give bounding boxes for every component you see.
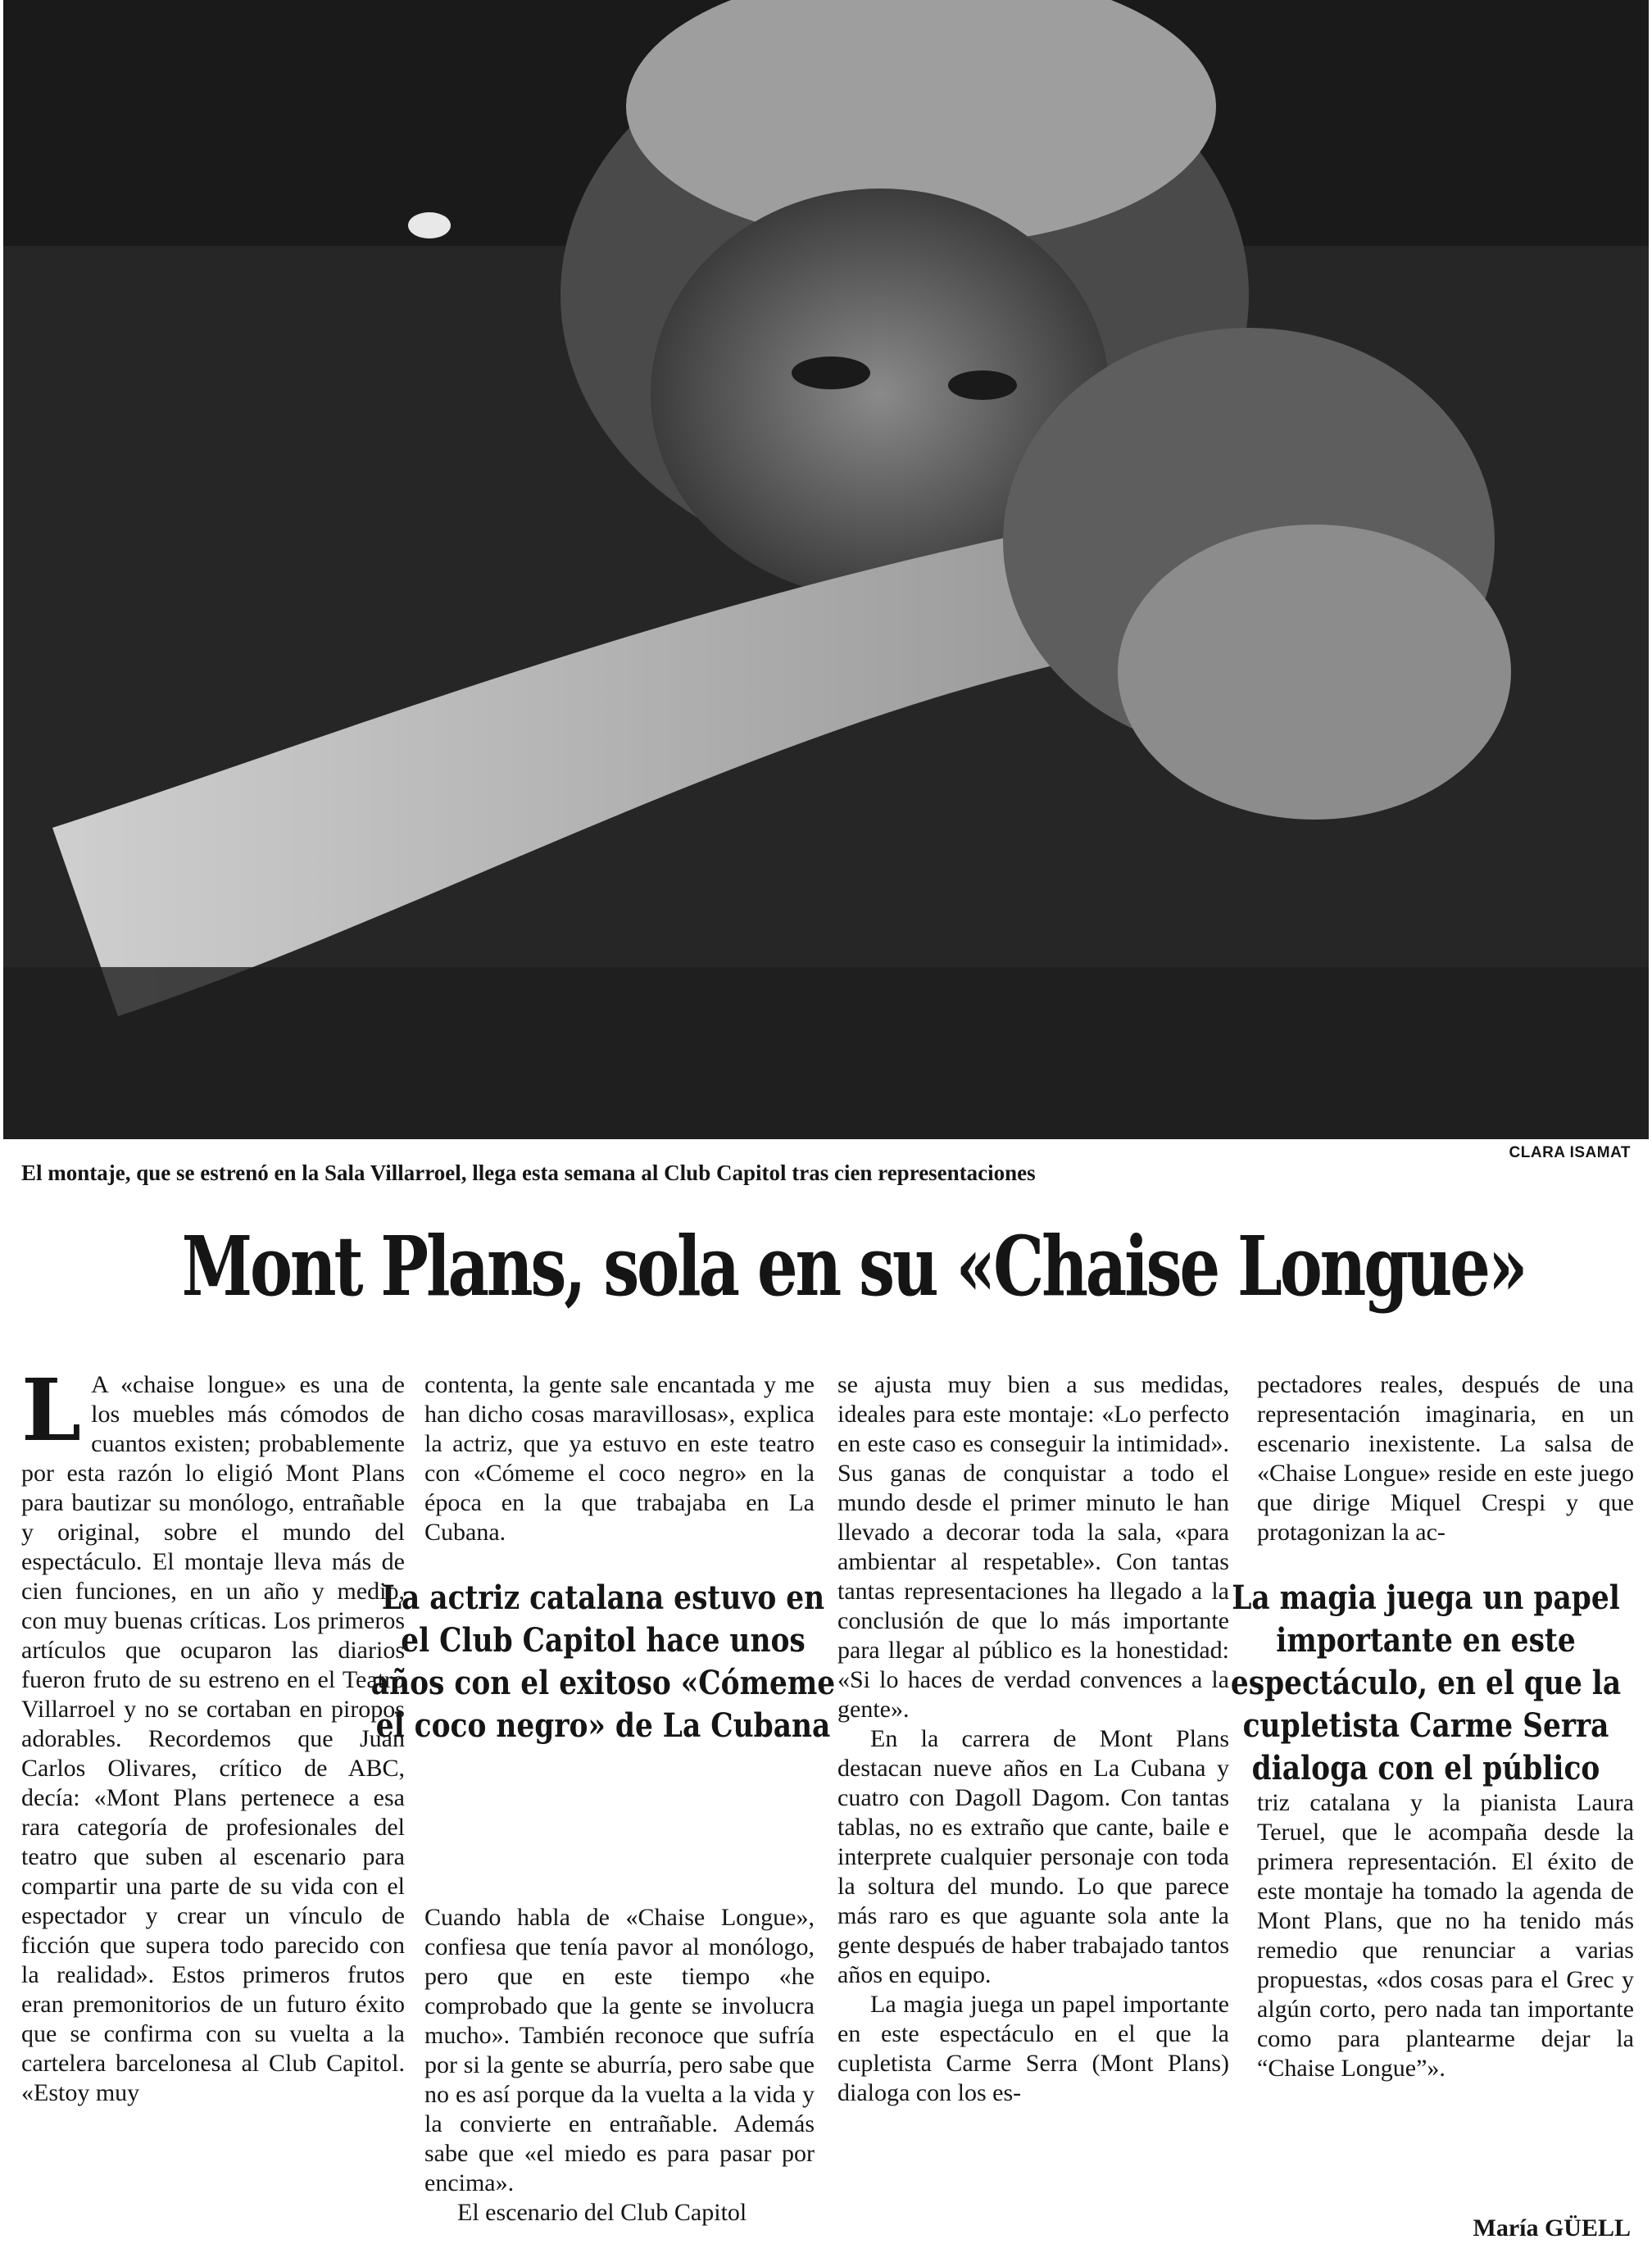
article-photo [3,0,1649,1139]
paragraph: triz catalana y la pianista Laura Teruel, que le acompaña desde la primera representación. El éxito de este montaje ha tomado la agenda de Mont Plans, que no ha tenido más remedio que renunciar a varias propuestas, «dos cosas para el Grec y algún corto, pero nada tan importante como para plantearme dejar la “Chaise Longue”». [1257,1789,1634,2082]
portrait-photo [3,0,1649,1139]
headline: Mont Plans, sola en su «Chaise Longue» [181,1218,1526,1315]
pull-quote-2: La magia juega un papel importante en este espectáculo, en el que la cupletista Carme Serra dialoga con el público [1230,1578,1622,1787]
drop-cap: L [21,1360,82,1460]
paragraph: Cuando habla de «Chaise Longue», confiesa que tenía pavor al monólogo, pero que en este tiempo «he comprobado que la gente se involucra mucho». También reconoce que sufría por si la gente se aburría, pero sabe que no es así porque da la vuelta a la vida y la convierte en entrañable. Además sabe que «el miedo es para pasar por encima». [424,1904,815,2196]
paragraph: La magia juega un papel importante en este espectáculo en el que la cupletista Carme Serra (Mont Plans) dialoga con los es- [837,1991,1229,2106]
article-column-4-bottom [1257,1788,1634,2083]
paragraph: El escenario del Club Capitol [457,2199,747,2226]
paragraph: se ajusta muy bien a sus medidas, ideales para este montaje: «Lo perfecto en este caso es conseguir la intimidad». Sus ganas de conquistar a todo el mundo desde el primer minuto le han llevado a decorar toda la sala, «para ambientar al respetable». Con tantas tantas representaciones ha llegado a la conclusión de que lo más importante para llegar al público es la honestidad: «Si lo haces de verdad convences a la gente». [837,1371,1229,1723]
photo-credit: CLARA ISAMAT [1509,1144,1631,1161]
pull-quote-1: La actriz catalana estuvo en el Club Capitol hace unos años con el exitoso «Cómeme el coco negro» de La Cubana [370,1578,836,1745]
paragraph: contenta, la gente sale encantada y me han dicho cosas maravillosas», explica la actriz, que ya estuvo en este teatro con «Cómeme el coco negro» en la época en la que trabajaba en La Cubana. [424,1371,815,1546]
article-column-3 [837,1370,1229,2108]
paragraph: pectadores reales, después de una representación imaginaria, en un escenario inexistente. La salsa de «Chaise Longue» reside en este juego que dirige Miquel Crespi y que protagonizan la ac- [1257,1371,1634,1546]
author-signature: María GÜELL [1473,2214,1631,2242]
article-column-2-bottom [424,1903,815,2228]
photo-caption: El montaje, que se estrenó en la Sala Villarroel, llega esta semana al Club Capitol tras cien representaciones [21,1161,1036,1185]
paragraph: A «chaise longue» es una de los muebles más cómodos de cuantos existen; probablemente por esta razón lo eligió Mont Plans para bautizar su monólogo, entrañable y original, sobre el mundo del espectáculo. El montaje lleva más de cien funciones, en un año y medio, con muy buenas críticas. Los primeros artículos que ocuparon las diarios fueron fruto de su estreno en el Teatro Villarroel y no se cortaban en piropos adorables. Recordemos que Juan Carlos Olivares, crítico de ABC, decía: «Mont Plans pertenece a esa rara categoría de profesionales del teatro que suben al escenario para compartir una parte de su vida con el espectador y crear un vínculo de ficción que supera todo parecido con la realidad». Estos primeros frutos eran premonitorios de un futuro éxito que se confirma con su vuelta a la cartelera barcelonesa al Club Capitol. «Estoy muy [21,1371,405,2106]
article-column-4-top [1257,1370,1634,1547]
article-column-2-top [424,1370,815,1547]
article-column-1 [21,1360,405,2108]
paragraph: En la carrera de Mont Plans destacan nueve años en La Cubana y cuatro con Dagoll Dagom. Con tantas tablas, no es extraño que cante, baile e interprete cualquier personaje con toda la soltura del mundo. Lo que parece más raro es que aguante sola ante la gente después de haber trabajado tantos años en equipo. [837,1725,1229,1988]
